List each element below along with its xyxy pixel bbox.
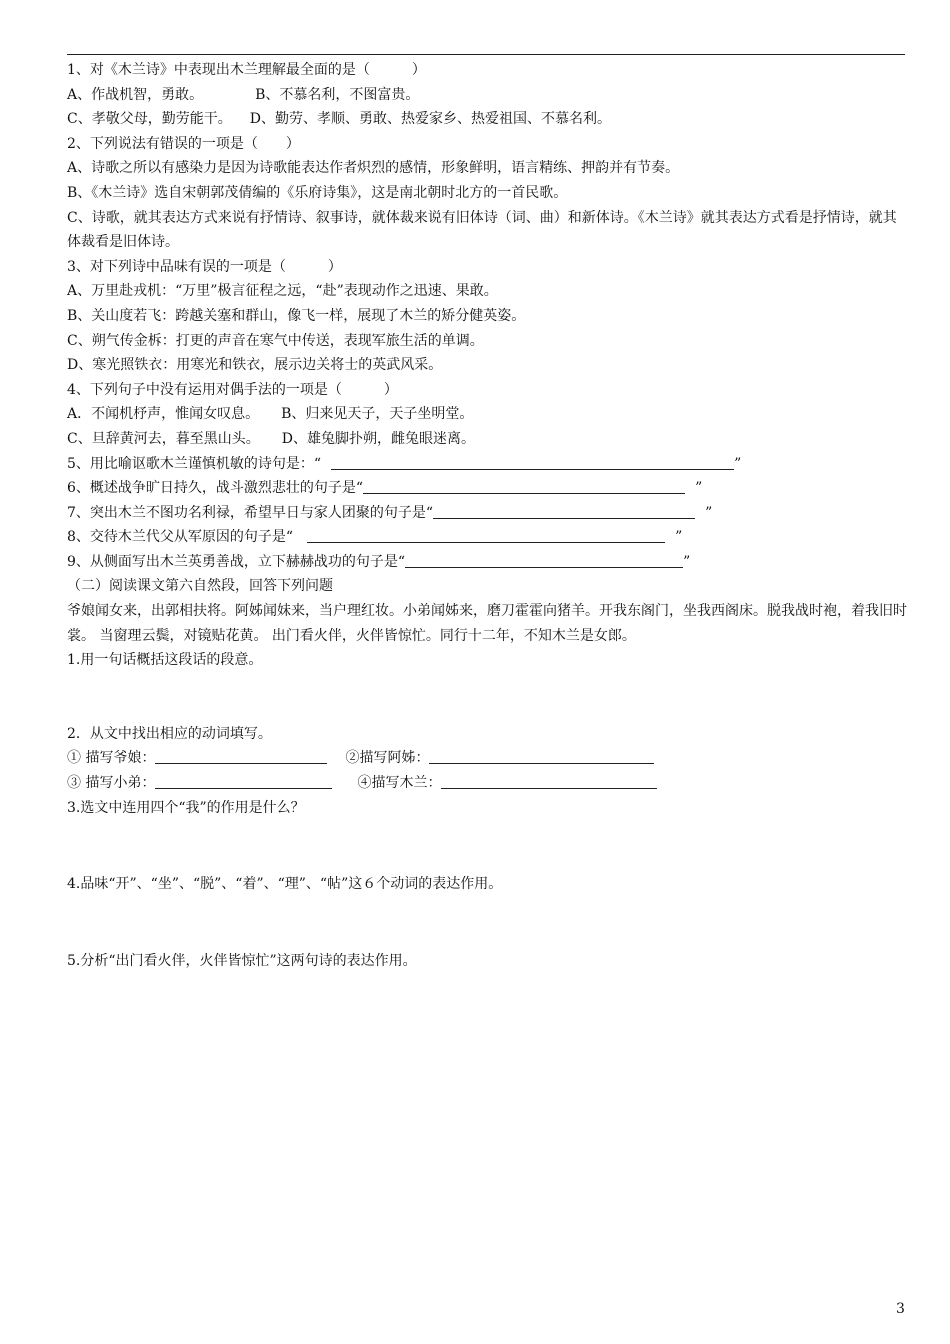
fill-question-5-text: 5、用比喻讴歌木兰谨慎机敏的诗句是：“: [67, 455, 322, 472]
fill-blank-elder-sister[interactable]: [429, 749, 654, 764]
poem-passage: 爷娘闻女来，出郭相扶将。阿姊闻妹来，当户理红妆。小弟闻姊来，磨刀霍霍向猪羊。开我东阁门，坐我西阁床。脱我战时袍，着我旧时裳。 当窗理云鬓，对镜贴花黄。 出门看火伴，火伴皆惊忙。同行十二年，不知木兰是女郎。: [67, 603, 907, 644]
question-1-options-cd: [67, 107, 912, 132]
fill-question-8-text: 8、交待木兰代父从军原因的句子是“: [67, 529, 294, 546]
answer-space[interactable]: [67, 897, 912, 949]
question-3-option-a: A、万里赴戎机：“万里”极言征程之远，“赴”表现动作之迅速、果敢。: [67, 283, 498, 300]
fill-question-9-text: 9、从侧面写出木兰英勇善战，立下赫赫战功的句子是“: [67, 553, 406, 570]
header-rule: [67, 54, 905, 55]
question-3-option-b: B、关山度若飞：跨越关塞和群山，像飞一样，展现了木兰的矫分健英姿。: [67, 307, 526, 324]
fill-blank-9[interactable]: [405, 553, 683, 568]
fill-question-7: [67, 501, 912, 526]
fill-blank-younger-brother[interactable]: [155, 774, 332, 789]
label-parents: ① 描写爷娘：: [67, 750, 156, 767]
question-3-option-d: D、寒光照铁衣：用寒光和铁衣，展示边关将士的英武风采。: [67, 357, 443, 374]
question-1-stem: 1、对《木兰诗》中表现出木兰理解最全面的是（ ）: [67, 62, 426, 78]
fill-blank-6[interactable]: [363, 479, 685, 494]
fill-blank-7[interactable]: [433, 504, 695, 519]
part-2-question-2-row-2: [67, 771, 912, 796]
question-2-option-a: A、诗歌之所以有感染力是因为诗歌能表达作者炽烈的感情，形象鲜明，语言精练、押韵并有节奏。: [67, 160, 680, 177]
close-quote: ”: [675, 529, 683, 546]
label-younger-brother: ③ 描写小弟：: [67, 775, 156, 792]
part-2-question-2-row-1: [67, 746, 912, 771]
fill-question-6: [67, 476, 912, 501]
close-quote: ”: [683, 553, 691, 570]
question-1-option-b: B、不慕名利，不图富贵。: [255, 86, 420, 103]
part-2-question-3: 3.选文中连用四个“我”的作用是什么？: [67, 799, 305, 816]
fill-question-9: [67, 550, 912, 575]
question-4-option-d: D、雄兔脚扑朔，雌兔眼迷离。: [281, 430, 475, 447]
fill-question-7-text: 7、突出木兰不图功名利禄，希望早日与家人团聚的句子是“: [67, 504, 434, 521]
fill-blank-parents[interactable]: [155, 749, 327, 764]
question-4-options-ab: [67, 402, 912, 427]
fill-question-6-text: 6、概述战争旷日持久，战斗激烈悲壮的句子是“: [67, 480, 364, 497]
page-number: 3: [896, 1301, 905, 1317]
question-4-option-c: C、旦辞黄河去，暮至黑山头。: [67, 430, 260, 447]
answer-space[interactable]: [67, 820, 912, 872]
question-2-option-b: B、《木兰诗》选自宋朝郭茂倩编的《乐府诗集》，这是南北朝时北方的一首民歌。: [67, 184, 568, 201]
fill-blank-mulan[interactable]: [441, 774, 657, 789]
question-4-option-a: A．不闻机杼声，惟闻女叹息。: [67, 406, 260, 423]
fill-blank-8[interactable]: [307, 528, 665, 543]
question-1-option-d: D、勤劳、孝顺、勇敢、热爱家乡、热爱祖国、不慕名利。: [249, 111, 611, 128]
fill-question-5: [67, 452, 912, 477]
question-4-stem: 4、下列句子中没有运用对偶手法的一项是（ ）: [67, 381, 398, 398]
label-mulan: ④描写木兰：: [357, 775, 442, 792]
worksheet-page: [67, 58, 912, 973]
part-2-heading: （二）阅读课文第六自然段，回答下列问题: [67, 578, 333, 595]
question-1-option-a: A、作战机智，勇敢。: [67, 86, 204, 103]
question-3-option-c: C、朔气传金柝：打更的声音在寒气中传送，表现军旅生活的单调。: [67, 332, 484, 349]
question-2-option-c: C、诗歌，就其表达方式来说有抒情诗、叙事诗，就体裁来说有旧体诗（词、曲）和新体诗。《木兰诗》就其表达方式看是抒情诗，就其体裁看是旧体诗。: [67, 209, 897, 251]
question-1-option-c: C、孝敬父母，勤劳能干。: [67, 111, 232, 128]
fill-question-8: [67, 525, 912, 550]
close-quote: ”: [695, 480, 703, 497]
question-4-options-cd: [67, 427, 912, 452]
label-elder-sister: ②描写阿姊：: [345, 750, 430, 767]
question-3-stem: 3、对下列诗中品味有误的一项是（ ）: [67, 258, 342, 275]
part-2-question-5: 5.分析“出门看火伴，火伴皆惊忙”这两句诗的表达作用。: [67, 952, 417, 969]
close-quote: ”: [734, 455, 742, 472]
answer-space[interactable]: [67, 673, 912, 722]
question-4-option-b: B、归来见天子，天子坐明堂。: [281, 406, 474, 423]
question-1-options-ab: [67, 83, 912, 108]
part-2-question-2: 2．从文中找出相应的动词填写。: [67, 725, 272, 742]
part-2-question-4: 4.品味“开”、“坐”、“脱”、“着”、“理”、“帖”这６个动词的表达作用。: [67, 876, 503, 893]
close-quote: ”: [705, 504, 713, 521]
part-2-question-1: 1.用一句话概括这段话的段意。: [67, 652, 263, 669]
question-2-stem: 2、下列说法有错误的一项是（ ）: [67, 135, 300, 152]
fill-blank-5[interactable]: [331, 455, 734, 470]
